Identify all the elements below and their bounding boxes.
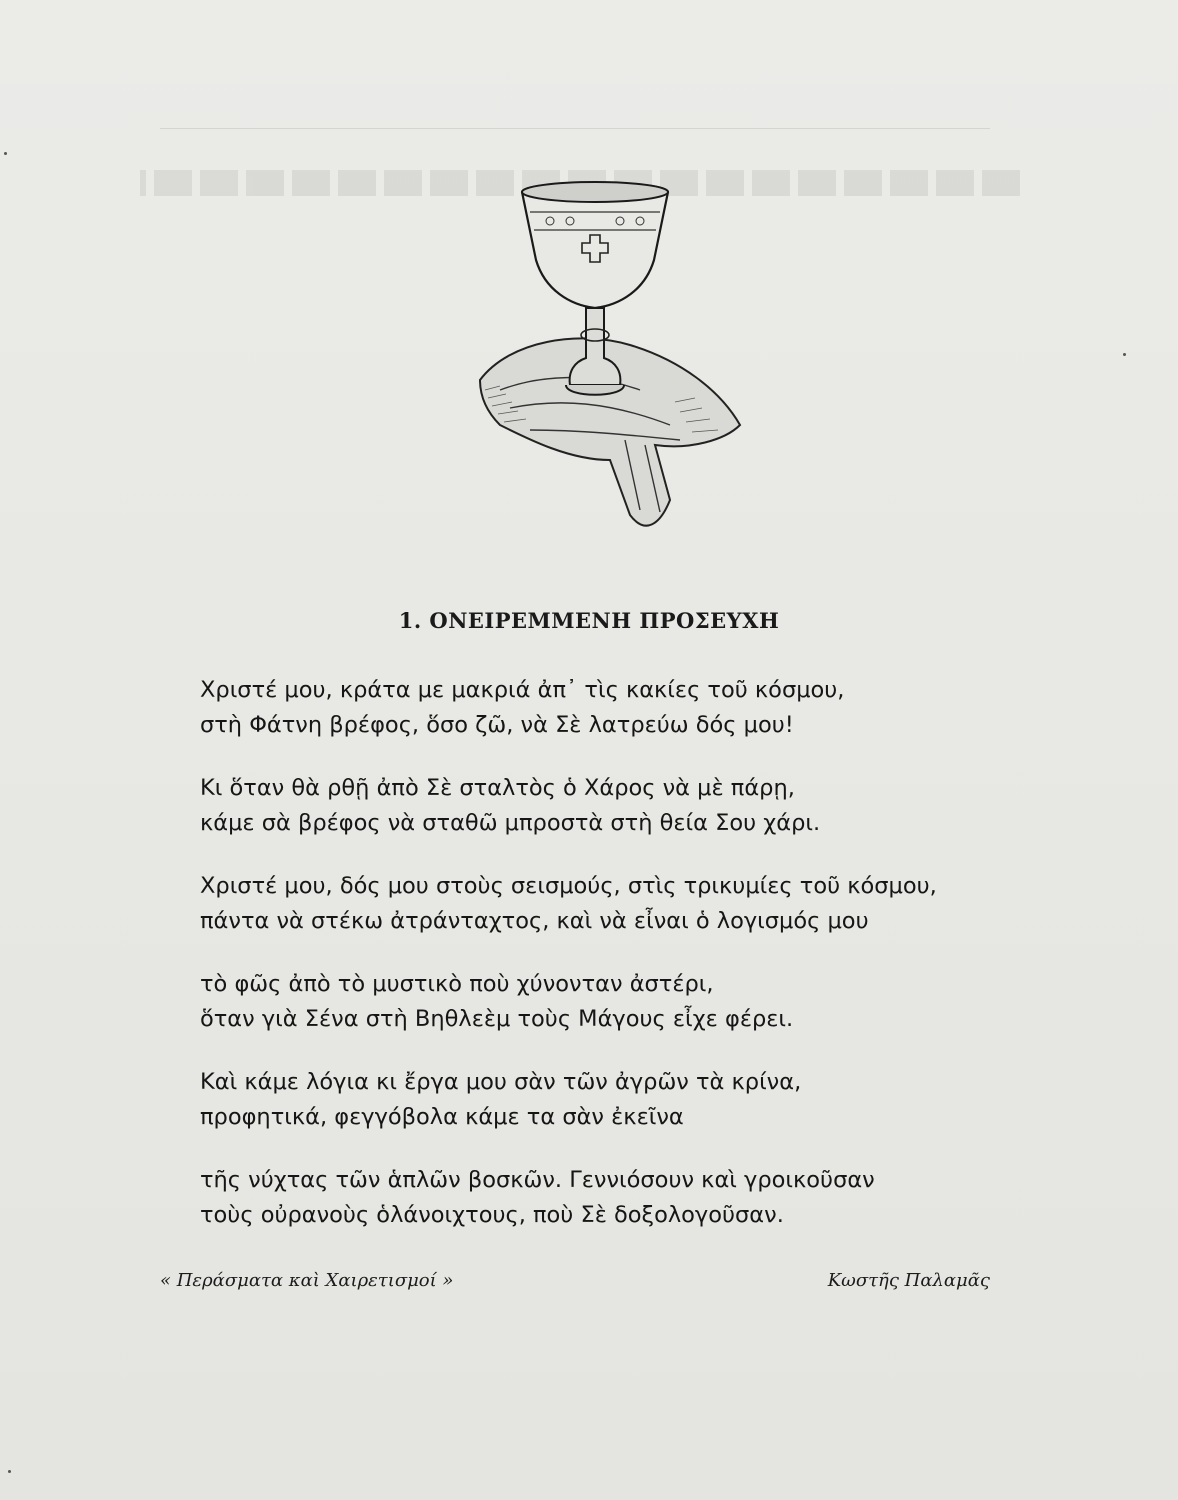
poem-stanza (200, 1065, 1020, 1135)
poem-line: Καὶ κάμε λόγια κι ἔργα μου σὰν τῶν ἀγρῶν τὰ κρίνα, (200, 1069, 802, 1095)
poem-line: Χριστέ μου, δός μου στοὺς σεισμούς, στὶς τρικυμίες τοῦ κόσμου, (200, 873, 937, 899)
poem-line: τοὺς οὐρανοὺς ὁλάνοιχτους, ποὺ Σὲ δοξολογοῦσαν. (200, 1202, 784, 1228)
poem-body (200, 673, 1020, 1233)
poem-line: Χριστέ μου, κράτα με μακριά ἀπ᾽ τὶς κακίες τοῦ κόσμου, (200, 677, 845, 703)
poem-line: ὅταν γιὰ Σένα στὴ Βηθλεὲμ τοὺς Μάγους εἶχε φέρει. (200, 1006, 794, 1032)
poem-source: « Περάσματα καὶ Χαιρετισμοί » (160, 1270, 454, 1291)
dust-speck (8, 1470, 11, 1473)
poem-line: τῆς νύχτας τῶν ἁπλῶν βοσκῶν. Γεννιόσουν καὶ γροικοῦσαν (200, 1167, 875, 1193)
poem-author: Κωστῆς Παλαμᾶς (827, 1270, 990, 1291)
poem-title: 1. ΟΝΕΙΡΕΜΜΕΝΗ ΠΡΟΣΕΥΧΗ (398, 608, 780, 633)
poem-line: κάμε σὰ βρέφος νὰ σταθῶ μπροστὰ στὴ θεία Σου χάρι. (200, 810, 821, 836)
poem-stanza (200, 1163, 1020, 1233)
poem-line: Κι ὅταν θὰ ρθῇ ἀπὸ Σὲ σταλτὸς ὁ Χάρος νὰ μὲ πάρῃ, (200, 775, 795, 801)
show-through-header-rule (160, 100, 990, 129)
poem-line: στὴ Φάτνη βρέφος, ὅσο ζῶ, νὰ Σὲ λατρεύω δός μου! (200, 712, 794, 738)
poem-line: τὸ φῶς ἀπὸ τὸ μυστικὸ ποὺ χύνονταν ἀστέρι, (200, 971, 714, 997)
poem-line: πάντα νὰ στέκω ἀτράνταχτος, καὶ νὰ εἶναι ὁ λογισμός μου (200, 908, 869, 934)
chalice-illustration (440, 140, 750, 540)
poem-stanza (200, 673, 1020, 743)
poem-stanza (200, 869, 1020, 939)
dust-speck (4, 152, 7, 155)
poem-stanza (200, 967, 1020, 1037)
dust-speck (1123, 353, 1126, 356)
poem-stanza (200, 771, 1020, 841)
poem-line: προφητικά, φεγγόβολα κάμε τα σὰν ἐκεῖνα (200, 1104, 684, 1130)
